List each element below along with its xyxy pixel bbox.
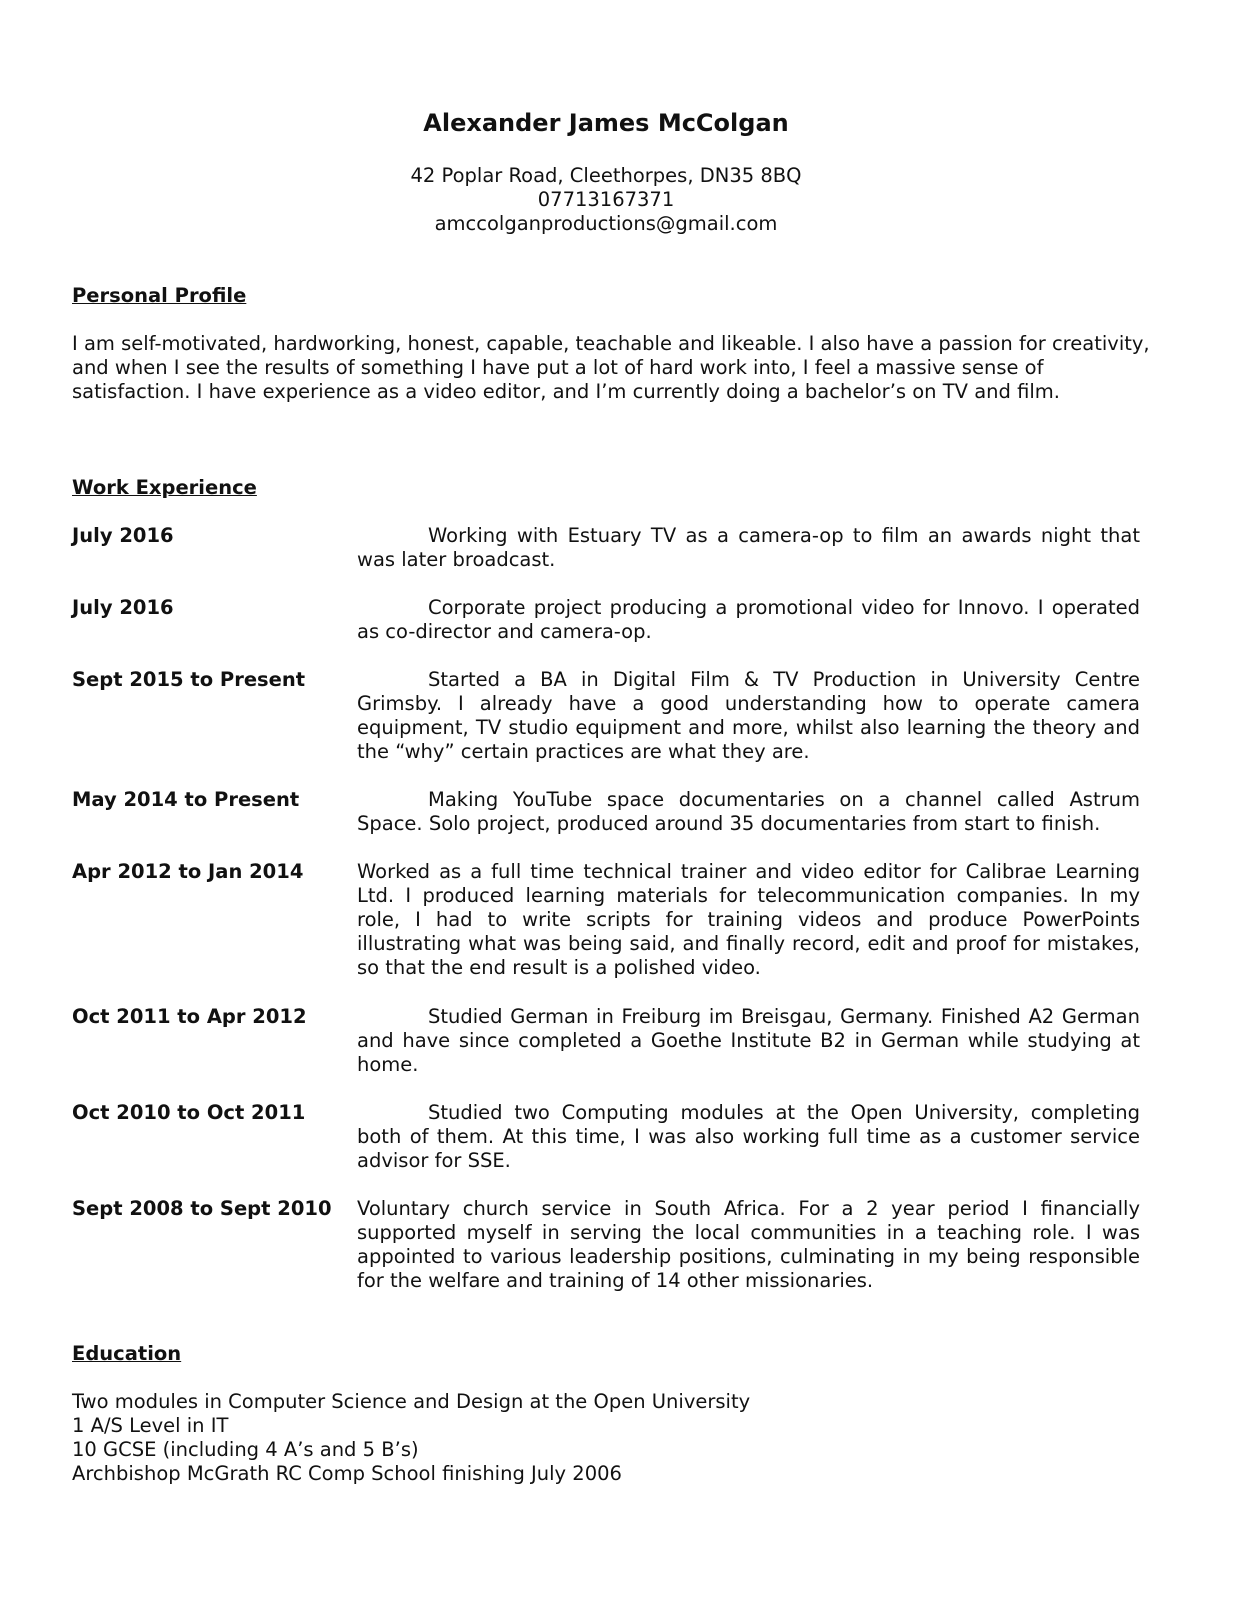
work-entry-description: Voluntary church service in South Africa. For a 2 year period I financially supported myself in serving the local communities in a teaching role. I was appointed to various leadership positions, culminating in my being responsible for the welfare and training of 14 other missionaries. — [357, 1197, 1140, 1292]
personal-profile-heading: Personal Profile — [72, 284, 247, 307]
work-entry-description: Studied two Computing modules at the Open University, completing both of them. At this time, I was also working full time as a customer service advisor for SSE. — [357, 1101, 1140, 1172]
work-entry-description: Worked as a full time technical trainer and video editor for Calibrae Learning Ltd. I produced learning materials for telecommunication companies. In my role, I had to write scripts for training videos and produce PowerPoints illustrating what was being said, and finally record, edit and proof for mistakes, so that the end result is a polished video. — [357, 860, 1140, 979]
education-heading: Education — [72, 1342, 182, 1365]
work-entry-description: Making YouTube space documentaries on a channel called Astrum Space. Solo project, produced around 35 documentaries from start to finish. — [357, 788, 1140, 835]
education-list — [72, 1390, 1152, 1486]
work-entry-date: Apr 2012 to Jan 2014 — [72, 860, 304, 883]
cv-header — [0, 108, 1212, 236]
education-item: 10 GCSE (including 4 A’s and 5 B’s) — [72, 1438, 419, 1461]
work-entry-date: Sept 2008 to Sept 2010 — [72, 1197, 332, 1220]
personal-profile-text: I am self-motivated, hardworking, honest, capable, teachable and likeable. I also have a passion for creativity, and when I see the results of something I have put a lot of hard work into, I feel a massive sense of satisfaction. I have experience as a video editor, and I’m currently doing a bachelor’s on TV and film. — [72, 332, 1150, 403]
work-entry-description: Started a BA in Digital Film & TV Production in University Centre Grimsby. I already have a good understanding how to operate camera equipment, TV studio equipment and more, whilst also learning the theory and the “why” certain practices are what they are. — [357, 668, 1140, 763]
work-entry-description: Studied German in Freiburg im Breisgau, Germany. Finished A2 German and have since completed a Goethe Institute B2 in German while studying at home. — [357, 1005, 1140, 1076]
work-entry-date: July 2016 — [72, 524, 174, 547]
work-entry-description: Corporate project producing a promotional video for Innovo. I operated as co-director and camera-op. — [357, 596, 1140, 643]
work-entry-date: Oct 2011 to Apr 2012 — [72, 1005, 307, 1028]
education-item: 1 A/S Level in IT — [72, 1414, 229, 1437]
work-experience-heading: Work Experience — [72, 476, 257, 499]
work-entry-date: Oct 2010 to Oct 2011 — [72, 1101, 306, 1124]
work-entry-date: May 2014 to Present — [72, 788, 300, 811]
work-entry-date: July 2016 — [72, 596, 174, 619]
education-item: Two modules in Computer Science and Design at the Open University — [72, 1390, 751, 1413]
email-address: amccolganproductions@gmail.com — [434, 212, 778, 235]
work-entry-description: Working with Estuary TV as a camera-op to film an awards night that was later broadcast. — [357, 524, 1140, 571]
education-item: Archbishop McGrath RC Comp School finishing July 2006 — [72, 1462, 622, 1485]
address: 42 Poplar Road, Cleethorpes, DN35 8BQ — [410, 164, 802, 187]
candidate-name: Alexander James McColgan — [423, 109, 789, 137]
phone-number: 07713167371 — [537, 188, 675, 211]
work-entry-date: Sept 2015 to Present — [72, 668, 306, 691]
